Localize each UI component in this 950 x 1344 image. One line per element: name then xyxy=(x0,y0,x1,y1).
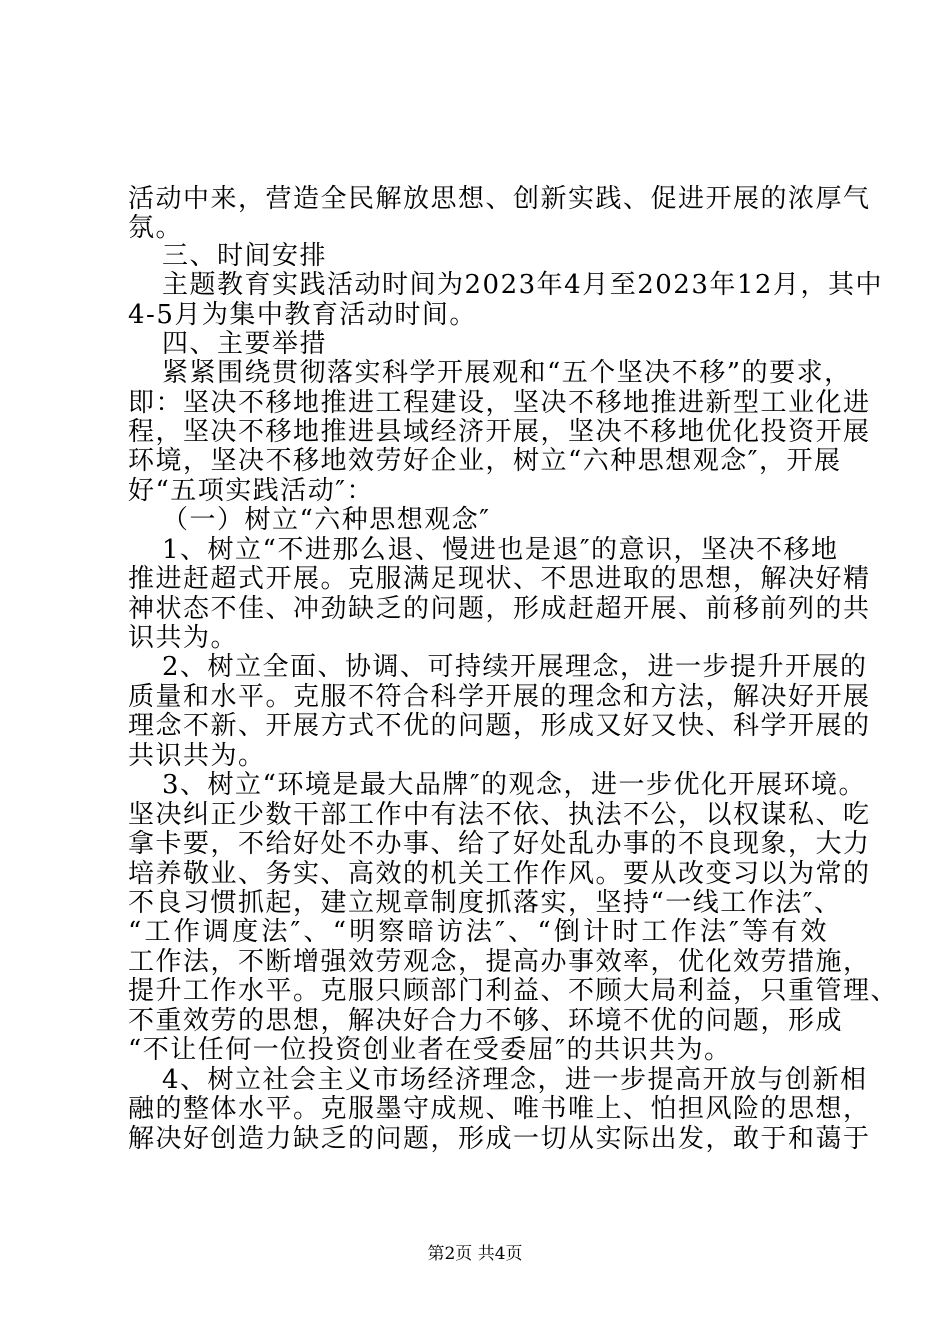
text-line: 程，坚决不移地推进县域经济开展，坚决不移地优化投资开展 xyxy=(128,417,871,447)
text-line: 好“五项实践活动″： xyxy=(128,476,375,506)
text-line: 活动中来，营造全民解放思想、创新实践、促进开展的浓厚气 xyxy=(128,184,871,214)
text-line: 1、树立“不进那么退、慢进也是退″的意识，坚决不移地 xyxy=(162,535,839,565)
text-line: “不让任何一位投资创业者在受委屈″的共识共为。 xyxy=(128,1035,732,1065)
text-line: 识共为。 xyxy=(128,623,239,653)
text-line: 提升工作水平。克服只顾部门利益、不顾大局利益，只重管理、 xyxy=(128,976,899,1006)
subsection-heading: （一）树立“六种思想观念″ xyxy=(162,505,491,535)
text-line: 4、树立社会主义市场经济理念，进一步提高开放与创新相 xyxy=(162,1065,868,1095)
text-line: 坚决纠正少数干部工作中有法不依、执法不公，以权谋私、吃 xyxy=(128,800,871,830)
text-line: 不良习惯抓起，建立规章制度抓落实，坚持“一线工作法″、 xyxy=(128,888,842,918)
text-line: 工作法，不断增强效劳观念，提高办事效率，优化效劳措施， xyxy=(128,947,871,977)
text-line: 不重效劳的思想，解决好合力不够、环境不优的问题，形成 xyxy=(128,1006,844,1036)
text-line: 融的整体水平。克服墨守成规、唯书唯上、怕担风险的思想， xyxy=(128,1094,871,1124)
text-line: 质量和水平。克服不符合科学开展的理念和方法，解决好开展 xyxy=(128,682,871,712)
text-line: 主题教育实践活动时间为2023年4月至2023年12月，其中 xyxy=(162,270,883,300)
text-line: 环境，坚决不移地效劳好企业，树立“六种思想观念″，开展 xyxy=(128,446,842,476)
section-heading: 三、时间安排 xyxy=(162,241,328,271)
section-heading: 四、主要举措 xyxy=(162,329,328,359)
text-line: 3、树立“环境是最大品牌″的观念，进一步优化开展环境。 xyxy=(162,770,867,800)
text-line: 培养敬业、务实、高效的机关工作作风。要从改变习以为常的 xyxy=(128,859,871,889)
text-line: 紧紧围绕贯彻落实科学开展观和“五个坚决不移”的要求， xyxy=(162,358,852,388)
text-line: 推进赶超式开展。克服满足现状、不思进取的思想，解决好精 xyxy=(128,564,871,594)
text-line: 共识共为。 xyxy=(128,741,266,771)
text-line: 氛。 xyxy=(128,213,184,243)
text-line: 神状态不佳、冲劲缺乏的问题，形成赶超开展、前移前列的共 xyxy=(128,594,871,624)
text-line: 解决好创造力缺乏的问题，形成一切从实际出发，敢于和蔼于 xyxy=(128,1124,871,1154)
text-line: “工作调度法″、“明察暗访法″、“倒计时工作法″等有效 xyxy=(128,917,828,947)
page-footer: 第2页 共4页 xyxy=(427,1244,523,1264)
text-line: 理念不新、开展方式不优的问题，形成又好又快、科学开展的 xyxy=(128,711,871,741)
text-line: 即：坚决不移地推进工程建设，坚决不移地推进新型工业化进 xyxy=(128,388,871,418)
text-line: 拿卡要，不给好处不办事、给了好处乱办事的不良现象，大力 xyxy=(128,829,871,859)
text-line: 4-5月为集中教育活动时间。 xyxy=(128,300,477,330)
text-line: 2、树立全面、协调、可持续开展理念，进一步提升开展的 xyxy=(162,652,868,682)
